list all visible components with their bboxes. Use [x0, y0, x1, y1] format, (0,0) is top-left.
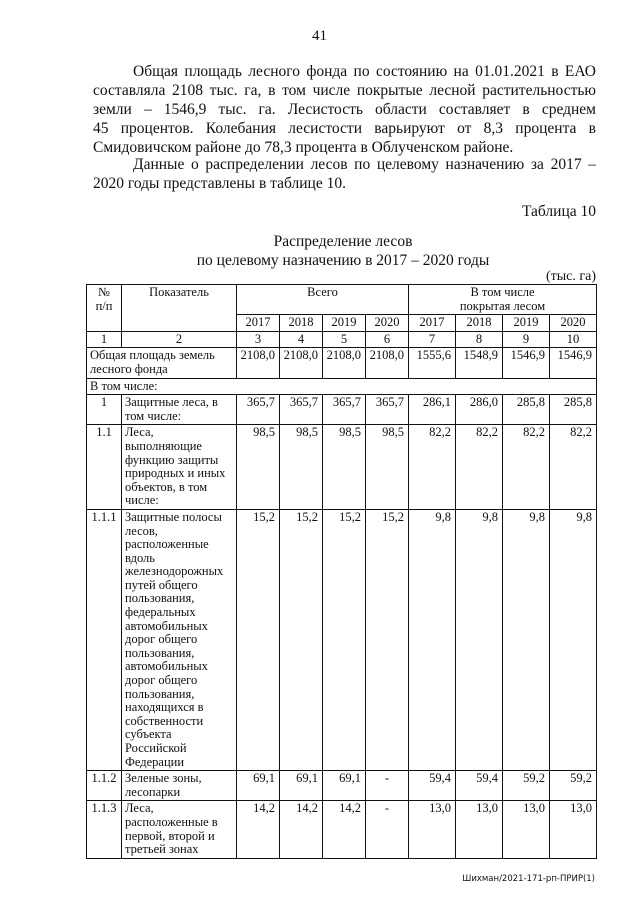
- row-num: 1.1.3: [87, 801, 122, 858]
- cell-value: 9,8: [550, 509, 597, 770]
- header-year: 2018: [456, 315, 503, 332]
- cell-value: 2108,0: [237, 348, 280, 378]
- cell-value: 2108,0: [366, 348, 409, 378]
- column-number: 6: [366, 331, 409, 348]
- paragraph-line: земли – 1546,9 тыс. га. Лесистость области составляет в среднем: [93, 101, 596, 118]
- table-title-line-1: Распределение лесов: [273, 233, 413, 250]
- cell-value: 9,8: [409, 509, 456, 770]
- row-num: 1.1.2: [87, 771, 122, 801]
- cell-value: 9,8: [503, 509, 550, 770]
- cell-value: 15,2: [280, 509, 323, 770]
- cell-value: 286,1: [409, 395, 456, 425]
- cell-value: 98,5: [366, 425, 409, 510]
- cell-value: 365,7: [280, 395, 323, 425]
- column-number: 5: [323, 331, 366, 348]
- cell-value: 98,5: [280, 425, 323, 510]
- header-year: 2020: [366, 315, 409, 332]
- cell-value: 82,2: [550, 425, 597, 510]
- cell-value: 365,7: [323, 395, 366, 425]
- cell-value: 365,7: [237, 395, 280, 425]
- paragraph-line: составляла 2108 тыс. га, в том числе покрытые лесной растительностью: [93, 82, 596, 99]
- column-number: 4: [280, 331, 323, 348]
- cell-value: 14,2: [237, 801, 280, 858]
- forest-distribution-table: [86, 284, 597, 859]
- table-colnum-row: [87, 331, 597, 348]
- column-number: 10: [550, 331, 597, 348]
- row-label: Защитные полосы лесов, расположенные вдоль железнодорожных путей общего пользования, федеральных автомобильных дорог общего пользования, автомобильных дорог общего пользования, находящихся в собственности субъекта Российской Федерации: [122, 509, 237, 770]
- table-row: [87, 395, 597, 425]
- cell-value: 59,2: [550, 771, 597, 801]
- cell-value: 82,2: [456, 425, 503, 510]
- paragraph-line: Данные о распределении лесов по целевому назначению за 2017 –: [133, 156, 596, 173]
- table-label: Таблица 10: [521, 203, 596, 220]
- paragraph-line: 45 процентов. Колебания лесистости варьируют от 8,3 процента в: [93, 120, 596, 137]
- cell-value: 13,0: [503, 801, 550, 858]
- cell-value: 14,2: [323, 801, 366, 858]
- cell-value: 285,8: [550, 395, 597, 425]
- row-label: Зеленые зоны, лесопарки: [122, 771, 237, 801]
- cell-value: 2108,0: [323, 348, 366, 378]
- units-label: (тыс. га): [545, 269, 596, 284]
- cell-value: 59,4: [456, 771, 503, 801]
- cell-value: 14,2: [280, 801, 323, 858]
- header-covered: В том числе покрытая лесом: [409, 285, 597, 315]
- header-year: 2019: [323, 315, 366, 332]
- row-label: Общая площадь земель лесного фонда: [87, 348, 237, 378]
- table-row: [87, 771, 597, 801]
- row-num: 1.1: [87, 425, 122, 510]
- cell-value: 69,1: [237, 771, 280, 801]
- cell-value: 13,0: [409, 801, 456, 858]
- cell-value: 15,2: [366, 509, 409, 770]
- cell-value: 98,5: [237, 425, 280, 510]
- column-number: 9: [503, 331, 550, 348]
- table-row: [87, 509, 597, 770]
- cell-value: 1546,9: [550, 348, 597, 378]
- table-row: [87, 801, 597, 858]
- table-header-row: [87, 285, 597, 315]
- header-indicator: Показатель: [122, 285, 237, 332]
- header-year: 2019: [503, 315, 550, 332]
- paragraph-forest-area: [93, 62, 596, 157]
- row-num: 1.1.1: [87, 509, 122, 770]
- cell-value: 286,0: [456, 395, 503, 425]
- row-label: Леса, выполняющие функцию защиты природных и иных объектов, в том числе:: [122, 425, 237, 510]
- column-number: 3: [237, 331, 280, 348]
- paragraph-table-reference: [93, 155, 596, 193]
- cell-value: -: [366, 771, 409, 801]
- header-year: 2017: [237, 315, 280, 332]
- cell-value: 9,8: [456, 509, 503, 770]
- cell-value: 13,0: [550, 801, 597, 858]
- including-label: В том числе:: [87, 378, 597, 395]
- column-number: 2: [122, 331, 237, 348]
- cell-value: 82,2: [409, 425, 456, 510]
- row-label: Защитные леса, в том числе:: [122, 395, 237, 425]
- cell-value: 1548,9: [456, 348, 503, 378]
- cell-value: 15,2: [237, 509, 280, 770]
- cell-value: 82,2: [503, 425, 550, 510]
- row-label: Леса, расположенные в первой, второй и третьей зонах: [122, 801, 237, 858]
- table-row-including: [87, 378, 597, 395]
- cell-value: 69,1: [280, 771, 323, 801]
- cell-value: -: [366, 801, 409, 858]
- column-number: 1: [87, 331, 122, 348]
- paragraph-line: 2020 годы представлены в таблице 10.: [93, 175, 346, 192]
- row-num: 1: [87, 395, 122, 425]
- cell-value: 69,1: [323, 771, 366, 801]
- header-num: № п/п: [87, 285, 122, 332]
- table-title-line-2: по целевому назначению в 2017 – 2020 годы: [196, 252, 490, 269]
- page-number: 41: [312, 28, 327, 44]
- paragraph-line: Общая площадь лесного фонда по состоянию на 01.01.2021 в ЕАО: [133, 63, 596, 80]
- cell-value: 1546,9: [503, 348, 550, 378]
- table-row-total: [87, 348, 597, 378]
- header-year: 2017: [409, 315, 456, 332]
- header-year: 2018: [280, 315, 323, 332]
- cell-value: 59,4: [409, 771, 456, 801]
- cell-value: 285,8: [503, 395, 550, 425]
- cell-value: 2108,0: [280, 348, 323, 378]
- header-year: 2020: [550, 315, 597, 332]
- cell-value: 15,2: [323, 509, 366, 770]
- column-number: 7: [409, 331, 456, 348]
- cell-value: 365,7: [366, 395, 409, 425]
- cell-value: 59,2: [503, 771, 550, 801]
- cell-value: 13,0: [456, 801, 503, 858]
- document-footer-code: Шихман/2021-171-рп-ПРИР(1): [462, 874, 595, 884]
- table-row: [87, 425, 597, 510]
- header-total: Всего: [237, 285, 409, 315]
- cell-value: 1555,6: [409, 348, 456, 378]
- paragraph-line: Смидовичском районе до 78,3 процента в Облученском районе.: [93, 139, 514, 156]
- column-number: 8: [456, 331, 503, 348]
- cell-value: 98,5: [323, 425, 366, 510]
